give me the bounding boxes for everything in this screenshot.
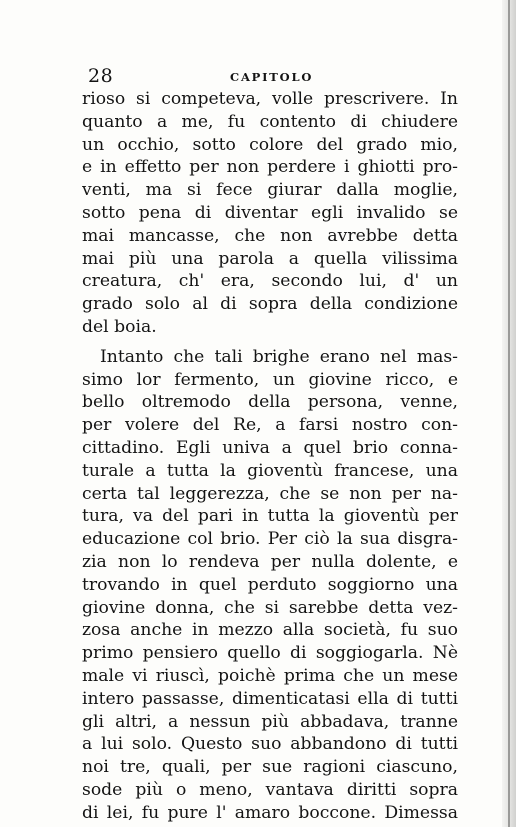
text-line: primo pensiero quello di soggiogarla. Nè xyxy=(82,643,458,664)
text-line: creatura, ch' era, secondo lui, d' un xyxy=(82,271,458,292)
text-line: quanto a me, fu contento di chiudere xyxy=(82,111,458,132)
text-line: noi tre, quali, per sue ragioni ciascuno, xyxy=(82,757,458,778)
text-line: sotto pena di diventar egli invalido se xyxy=(82,202,458,223)
text-line: cittadino. Egli univa a quel brio conna- xyxy=(82,437,458,458)
paragraph-1 xyxy=(82,88,458,339)
text-line: gli altri, a nessun più abbadava, tranne xyxy=(82,711,458,732)
text-line: a lui solo. Questo suo abbandono di tutti xyxy=(82,734,458,755)
text-line: giovine donna, che si sarebbe detta vez- xyxy=(82,597,458,618)
page-edge-shadow xyxy=(508,0,510,827)
page-number: 28 xyxy=(88,65,114,87)
body-text xyxy=(82,88,458,825)
paragraph-spacer xyxy=(82,339,458,346)
text-line: trovando in quel perduto soggiorno una xyxy=(82,574,458,595)
text-line: tura, va del pari in tutta la gioventù per xyxy=(82,506,458,527)
text-line: educazione col brio. Per ciò la sua disgra- xyxy=(82,529,458,550)
text-line: bello oltremodo della persona, venne, xyxy=(82,392,458,413)
text-line: certa tal leggerezza, che se non per na- xyxy=(82,483,458,504)
text-line: sode più o meno, vantava diritti sopra xyxy=(82,779,458,800)
text-line: del boia. xyxy=(82,316,157,337)
text-line: mai più una parola a quella vilissima xyxy=(82,248,458,269)
text-line: e in effetto per non perdere i ghiotti pro- xyxy=(82,157,458,178)
text-line: rioso si competeva, volle prescrivere. In xyxy=(82,89,458,109)
text-line: venti, ma si fece giurar dalla moglie, xyxy=(82,180,458,201)
text-line: turale a tutta la gioventù francese, una xyxy=(82,460,458,481)
text-line: zosa anche in mezzo alla società, fu suo xyxy=(82,620,458,641)
text-line: per volere del Re, a farsi nostro con- xyxy=(82,415,458,436)
paragraph-2 xyxy=(82,346,458,825)
text-line: grado solo al di sopra della condizione xyxy=(82,294,458,315)
text-line: Intanto che tali brighe erano nel mas- xyxy=(100,346,458,367)
running-head: CAPITOLO xyxy=(230,70,314,84)
text-line: simo lor fermento, un giovine ricco, e xyxy=(82,369,458,390)
text-line: zia non lo rendeva per nulla dolente, e xyxy=(82,551,458,572)
page-header xyxy=(88,65,460,89)
text-line: un occhio, sotto colore del grado mio, xyxy=(82,134,458,155)
text-line: mai mancasse, che non avrebbe detta xyxy=(82,225,458,246)
text-line: di lei, fu pure l' amaro boccone. Dimessa xyxy=(82,802,458,823)
text-line: male vi riuscì, poichè prima che un mese xyxy=(82,665,458,686)
text-line: intero passasse, dimenticatasi ella di tutti xyxy=(82,688,458,709)
